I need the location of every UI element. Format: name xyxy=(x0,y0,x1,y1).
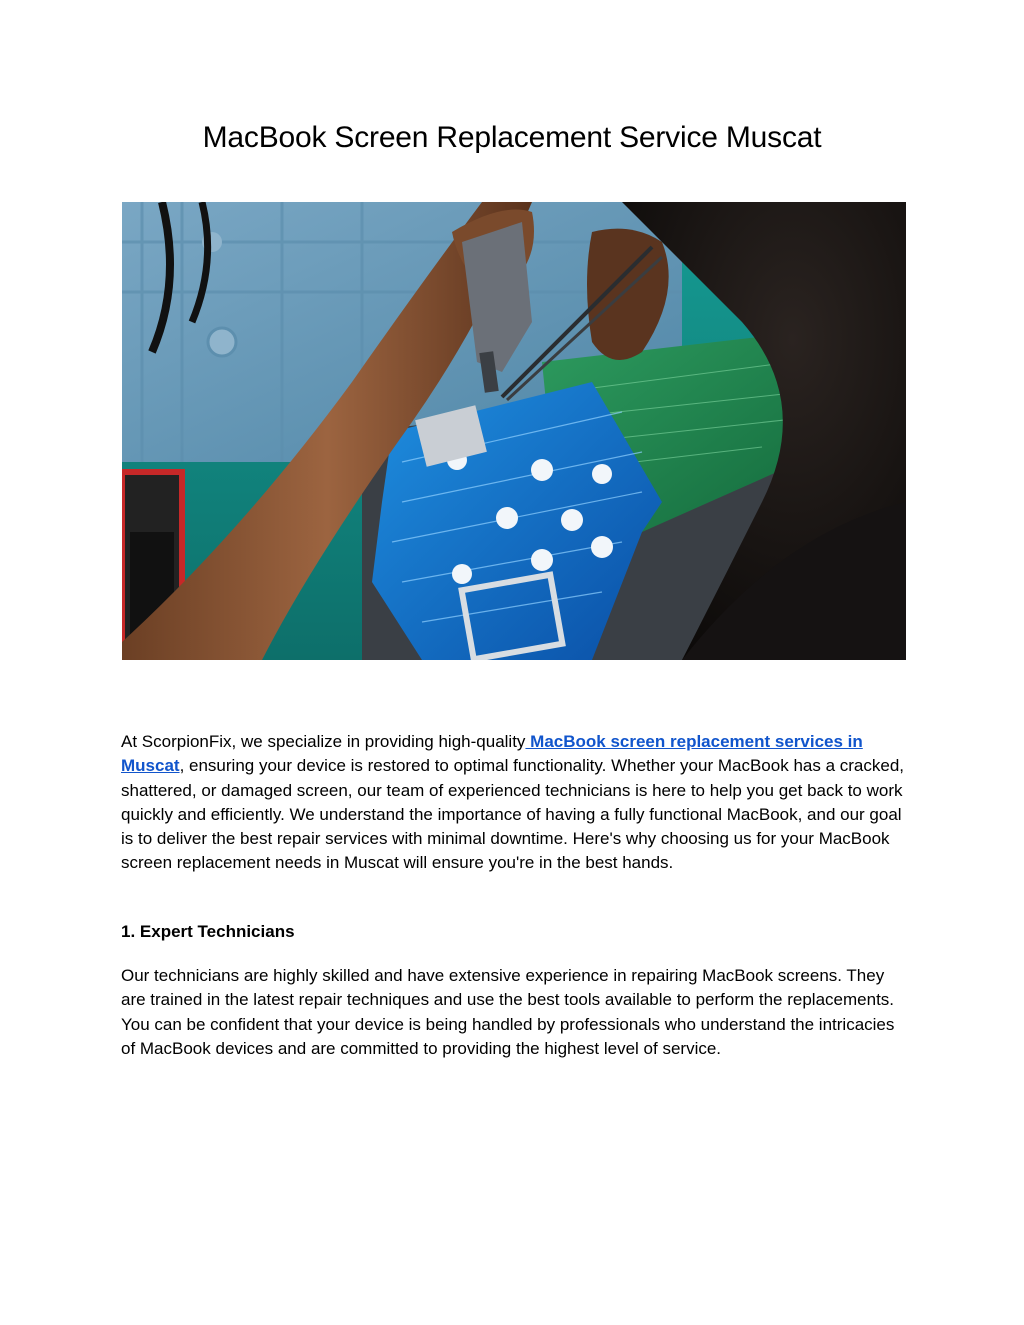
macbook-screen-replacement-link[interactable]: MacBook screen replacement services in Muscat xyxy=(121,732,863,776)
intro-text-after-link: , ensuring your device is restored to optimal functionality. Whether your MacBook has a cracked, shattered, or damaged screen, our team of experienced technicians is here to help you get back to work quickly and efficiently. We understand the importance of having a fully functional MacBook, and our goal is to deliver the best repair services with minimal downtime. Here's why choosing us for your MacBook screen replacement needs in Muscat will ensure you're in the best hands. xyxy=(121,756,904,873)
technician-photo-illustration xyxy=(122,202,906,660)
hero-photo xyxy=(122,202,906,660)
intro-text-before-link: At ScorpionFix, we specialize in providing high-quality xyxy=(121,732,526,751)
section-body-expert-technicians: Our technicians are highly skilled and have extensive experience in repairing MacBook screens. They are trained in the latest repair techniques and use the best tools available to perform the replacements. You can be confident that your device is being handled by professionals who understand the intricacies of MacBook devices and are committed to providing the highest level of service. xyxy=(121,966,895,1058)
section-heading-expert-technicians: 1. Expert Technicians xyxy=(121,922,295,941)
page-title: MacBook Screen Replacement Service Muscat xyxy=(202,121,822,154)
intro-paragraph xyxy=(121,730,911,876)
